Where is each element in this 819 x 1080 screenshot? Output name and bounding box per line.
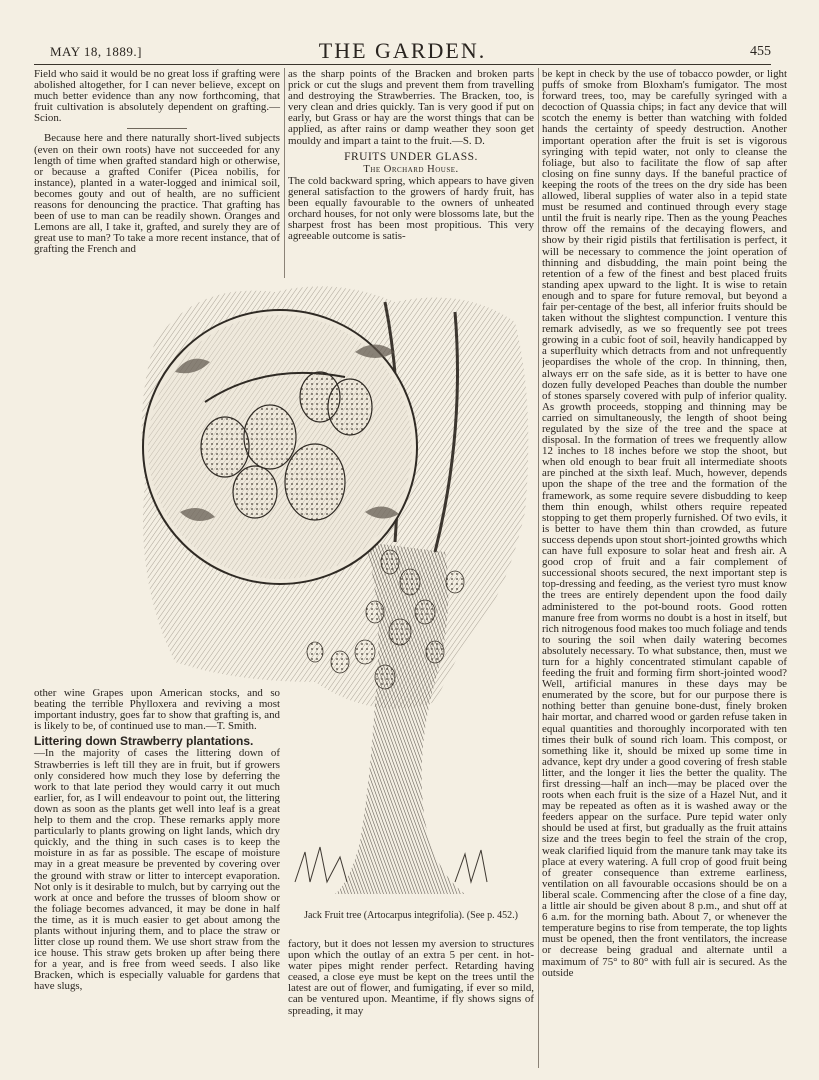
page-number: 455 [750,44,771,59]
section-subtitle: The Orchard House. [363,163,459,175]
figure-caption: Jack Fruit tree (Artocarpus integrifolia). (See p. 452.) [304,910,518,921]
paragraph: be kept in check by the use of tobacco powder, or light puffs of smoke from Bloxham's fumigator. The most forward trees, too, may be carefully syringed with a decoction of Quassia chips; in fact any device that will scotch the enemy is better than watching with folded hands the certainty of speedy destruction. Another important operation after the fruit is set is vigorous syringing with tepid water, not only to cleanse the foliage, but also to facilitate the flow of sap after closing on fine sunny days. If the baneful practice of keeping the roots of the trees on the dry side has been allowed, liberal supplies of water also in a tepid state must be resumed and continued through every stage until the fruit is nearly ripe. Then as the young Peaches throw off the remains of the decaying flowers, and show by their rigid pistils that fertilisation is perfect, it will be necessary to commence the joint operation of thinning and disbudding, the main point being the retention of a few of the finest and best placed fruits standing apex upward to the light. It is wise to retain enough and to spare for future removal, but beyond a fair per-centage of the best, all inferior fruits should be taken without the slightest compunction. I venture this remark advisedly, as we so frequently see pot trees growing in a cubic foot of soil, heavily handicapped by a superfluity which detracts from and not unfrequently jeopardises the whole of the crop. In thinning, then, always err on the safe side, as it is better to have one dozen fully developed Peaches than double the number of stones sparsely covered with pulp of inferior quality. As growth proceeds, stopping and thinning may be carried on simultaneously, the length of shoot being regulated by the size of the tree and the space at disposal. In the formation of trees we frequently allow 12 inches to 18 inches before we stop the shoot, but when old enough to bear fruit all intermediate shoots are pinched at the sixth leaf. Much, however, depends upon the shape of the tree and the formation of the framework, as some require severe disbudding to keep them thin enough, whilst others require repeated stopping to get them properly furnished. Of two evils, it is better to have them thin than crowded, as future success depends upon stout short-jointed growths which can have full exposure to solar heat and fresh air. A good crop of fruit and a fair complement of successional shoots secured, the next important step is top-dressing and feeding, as the veriest tyro must know the trees are entirely dependent upon the food daily administered to the pot-bound roots. Good rotten manure free from worms no doubt is a host in itself, but rich nitrogenous food makes too much foliage and tends to souring the soil when daily watering becomes absolutely necessary. To what substance, then, must we turn for a highly concentrated stimulant capable of feeding the fruit and forming firm short-jointed wood? Well, artificial manures in these days may be enumerated by the score, but for our purpose there is nothing better than genuine bone-dust, finely broken hair mortar, and charred wood or garden refuse taken in equal quantities and thoroughly incorporated with ten times their bulk of sound rich loam. This compost, or something like it, should be mixed up some time in advance, kept dry under a good covering of fresh stable litter, and the longer it lies the better the quality. The first dressing—half an inch—may be placed over the roots when each fruit is the size of a Hazel Nut, and it may be repeated as often as it is washed away or the feeders appear on the surface. Pure tepid water only should be used at first, but gradually as the fruit attains size and the trees begin to feel the strain of the crop, weak clarified liquid from the manure tank may take its place at every watering. A full crop of good fruit being of greater consequence than extreme earliness, ventilation on all favourable occasions should be on a liberal scale. Commencing after the close of a fine day, a little air should be given about 8 p.m., and shut off at 6 a.m. for the morning bath. About 7, or whenever the temperature begins to rise from temperate, the top lights must be opened, then the front ventilators, the increase or decrease being gradual and alternate until a maximum of 75° to 80° with full air is secured. As the outside [542,69,787,979]
column-1-bottom [34,688,280,993]
column-1-top [34,69,280,256]
paragraph: factory, but it does not lessen my aversion to structures upon which the outlay of an extra 5 per cent. in hot-water pipes might render perfect. Retarding having ceased, a close eye must be kept on the trees until the latest are out of flower, and fumigating, if ever so mild, can be ventured upon. Meantime, if fly shows signs of spreading, it may [288,938,534,1017]
paragraph: Field who said it would be no great loss if grafting were abolished altogether, for I can never believe, except on much better evidence than any now forthcoming, that fruit cultivation is absolutely dependent on grafting.—Scion. [34,68,280,125]
masthead-title: THE GARDEN. [318,38,487,63]
column-divider [538,68,539,1068]
paragraph: Because here and there naturally short-lived subjects (even on their own roots) have not succeeded for any length of time when grafted standard high or otherwise, or because a grafted Conifer (Picea nobilis, for instance), planted in a water-logged and inimical soil, becomes gouty and out of health, are no sufficient reasons for denouncing the practice. That grafting has been of use to man can be readily shown. Oranges and Lemons are all, I take it, grafted, and surely they are of great use to man? To take a more recent instance, that of grafting the French and [34,132,280,256]
column-divider [284,68,285,278]
article-heading: Littering down Strawberry plantations. [34,734,254,749]
running-head [34,36,771,66]
paragraph: as the sharp points of the Bracken and broken parts prick or cut the slugs and prevent them from travelling and destroying the Strawberries. The Bracken, too, is very clean and dries quickly. Tan is very good if put on early, but Grass or hay are the worst things that can be applied, as after rains or damp weather they soon get mouldy and impart a taint to the fruit.—S. D. [288,68,534,147]
column-2-bottom [288,939,534,1017]
header-rule [34,64,771,65]
issue-date: MAY 18, 1889.] [50,44,142,59]
column-2-top [288,69,534,242]
section-title: FRUITS UNDER GLASS. [344,150,478,163]
paragraph: —In the majority of cases the littering down of Strawberries is left till they are in fruit, but if growers only considered how much they lose by deferring the work to that late period they would carry it out much earlier, for, as I will endeavour to point out, the littering down as soon as the plants get well into leaf is a great help to them and the crop. These remarks apply more particularly to plants growing on light lands, which dry quickly, and the thing in such cases is to keep the moisture in as far as possible. The escape of moisture may in a great measure be prevented by covering over the ground with straw or litter to intercept evaporation. Not only is it desirable to mulch, but by carrying out the work at once and before the trusses of bloom show or the foliage becomes advanced, it may be done in half the time, as it is much easier to get about among the plants without injuring them, and to place the straw or litter close up round them. We use short straw from the ice house. This straw gets broken up after being there for a year, and is free from weed seeds. I also like Bracken, which is especially valuable for gardens that have slugs, [34,747,280,993]
paragraph: other wine Grapes upon American stocks, and so beating the terrible Phylloxera and reviving a most important industry, goes far to show that grafting is, and is likely to be, of continued use to man.—T. Smith. [34,687,280,733]
paragraph: The cold backward spring, which appears to have given general satisfaction to the growers of hardy fruit, has been equally favourable to the owners of unheated orchard houses, for not only were blossoms late, but the sharpest frost has been most propitious. This very agreeable outcome is satis- [288,174,534,243]
separator-rule [127,128,187,129]
column-3 [542,69,787,1069]
